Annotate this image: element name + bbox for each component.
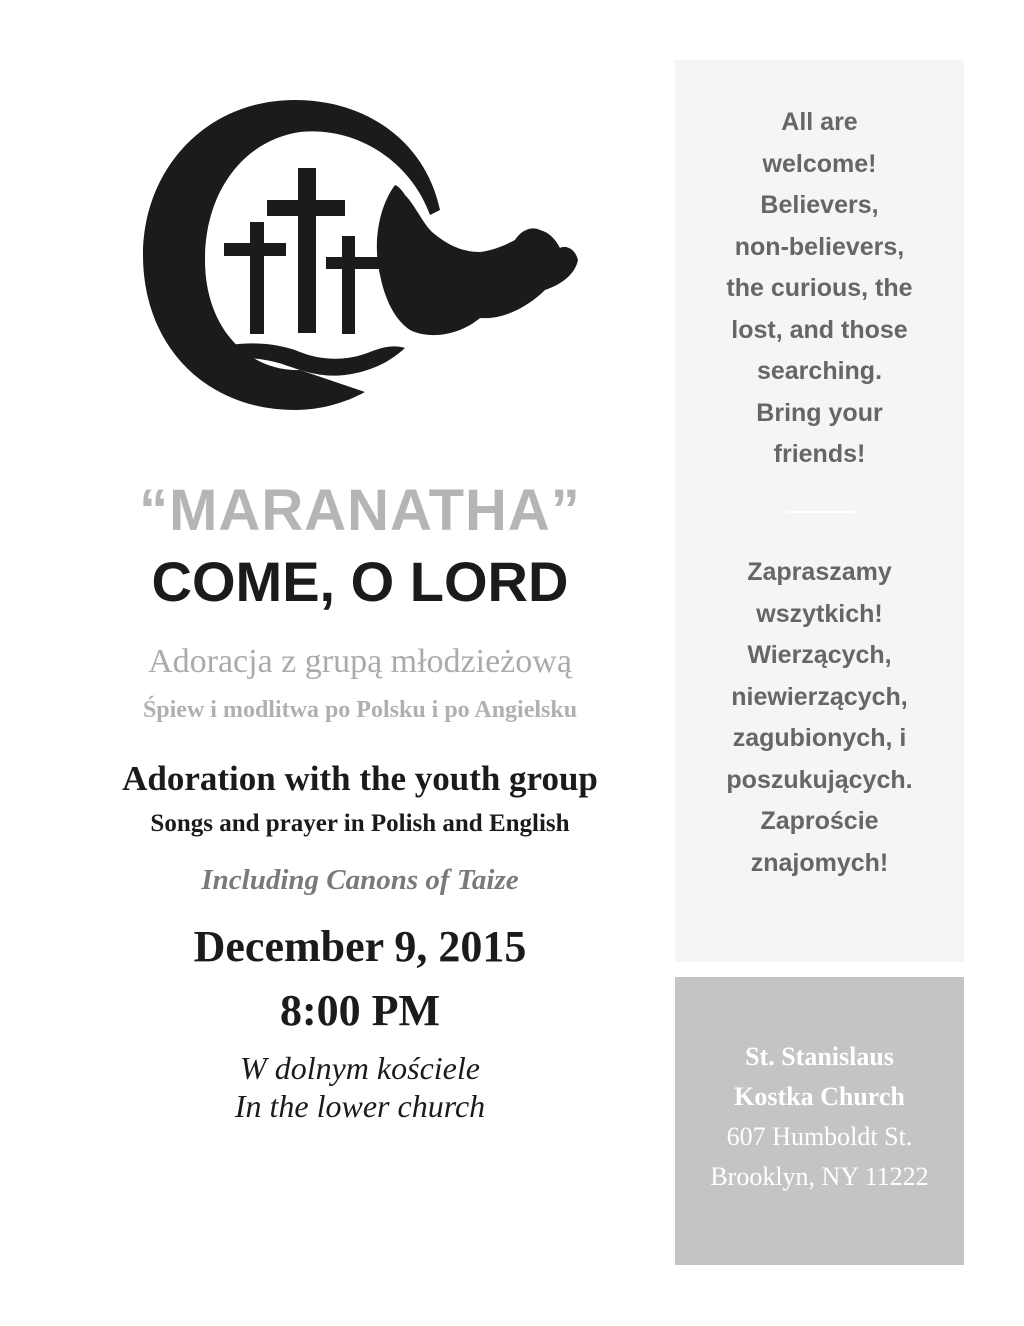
title-maranatha: “MARANATHA” <box>139 478 581 543</box>
three-crosses-dove-logo <box>140 95 590 420</box>
welcome-sidebar <box>675 60 964 962</box>
english-heading: Adoration with the youth group <box>122 759 598 798</box>
city-address: Brooklyn, NY 11222 <box>710 1162 929 1191</box>
taize-note: Including Canons of Taize <box>201 864 519 896</box>
event-time: 8:00 PM <box>279 986 441 1035</box>
welcome-text-polish: Zapraszamy wszytkich! Wierzących, niewierzących, zagubionych, i poszukujących. Zaproście znajomych! <box>726 558 913 877</box>
church-name-line1: St. Stanislaus <box>745 1042 894 1071</box>
location-polish: W dolnym kościele <box>240 1050 480 1086</box>
address-box <box>675 977 964 1265</box>
crosses-icon <box>224 168 380 334</box>
location-english: In the lower church <box>234 1088 486 1124</box>
english-subheading: Songs and prayer in Polish and English <box>150 810 570 837</box>
divider <box>787 511 854 513</box>
polish-subheading: Śpiew i modlitwa po Polsku i po Angielsku <box>142 697 578 723</box>
church-name-line2: Kostka Church <box>734 1082 905 1111</box>
street-address: 607 Humboldt St. <box>726 1122 913 1151</box>
welcome-text-english: All are welcome! Believers, non-believers, the curious, the lost, and those searching. Bring your friends! <box>726 108 913 468</box>
dove-icon <box>377 185 578 335</box>
event-date: December 9, 2015 <box>193 922 527 971</box>
title-come-o-lord: COME, O LORD <box>151 550 569 613</box>
polish-heading: Adoracja z grupą młodzieżową <box>148 643 572 680</box>
